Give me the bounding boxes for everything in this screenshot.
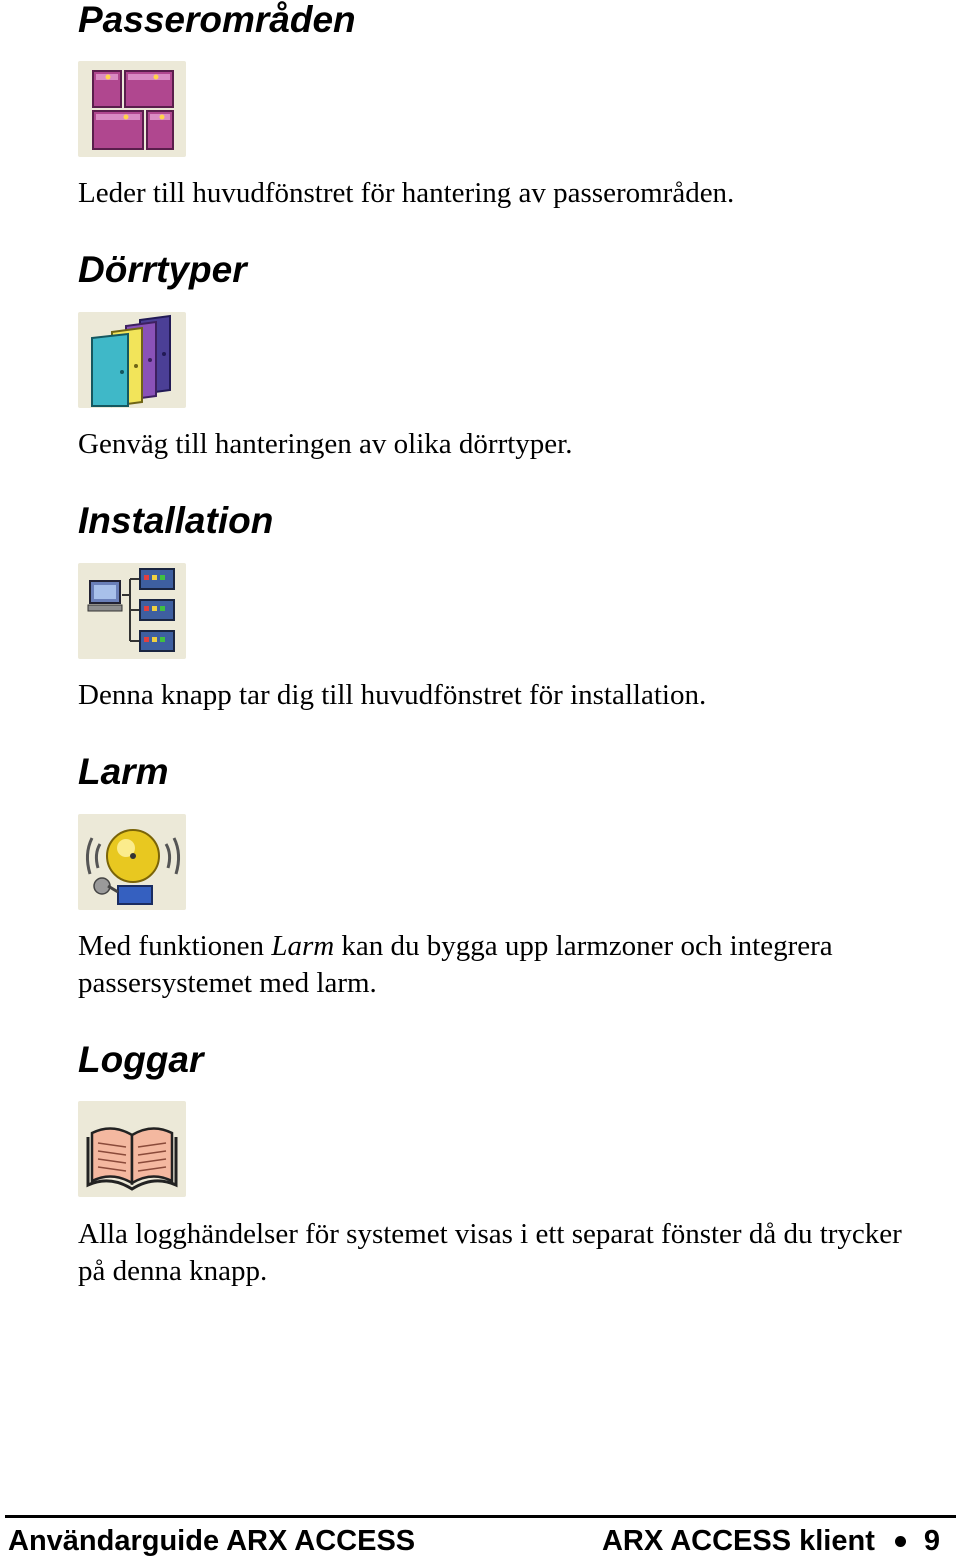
installation-network-icon xyxy=(78,563,186,659)
bullet-icon xyxy=(895,1536,906,1547)
footer-divider xyxy=(5,1515,956,1518)
section-larm xyxy=(78,751,938,999)
section-passeromraden xyxy=(78,0,938,209)
footer-chapter-title: ARX ACCESS klient xyxy=(601,1525,875,1557)
description-text-after: kan du bygga upp larmzoner och integrera passersystemet med larm. xyxy=(78,930,833,999)
door-types-icon xyxy=(78,312,186,408)
section-installation xyxy=(78,500,938,711)
section-heading: Passerområden xyxy=(78,0,356,40)
alarm-bell-icon xyxy=(78,814,186,910)
section-description: Alla logghändelser för systemet visas i ett separat fönster då du trycker på denna knapp. xyxy=(78,1218,902,1287)
description-text-before: Med funktionen xyxy=(78,930,272,962)
section-heading: Installation xyxy=(78,500,274,541)
section-heading: Dörrtyper xyxy=(78,249,247,290)
footer-document-title: Användarguide ARX ACCESS xyxy=(8,1525,416,1557)
section-dorrtyper xyxy=(78,249,938,460)
area-tiles-icon xyxy=(78,61,186,157)
section-description: Leder till huvudfönstret för hantering av passerområden. xyxy=(78,177,735,209)
description-emphasis: Larm xyxy=(271,930,335,962)
section-description xyxy=(78,928,928,1002)
section-heading: Larm xyxy=(78,751,169,792)
section-heading: Loggar xyxy=(78,1039,204,1080)
footer-chapter xyxy=(602,1523,940,1559)
section-loggar xyxy=(78,1039,938,1287)
log-book-icon xyxy=(78,1101,186,1197)
section-description: Denna knapp tar dig till huvudfönstret för installation. xyxy=(78,679,707,711)
section-description: Genväg till hanteringen av olika dörrtyper. xyxy=(78,428,573,460)
page-number: 9 xyxy=(923,1525,940,1557)
